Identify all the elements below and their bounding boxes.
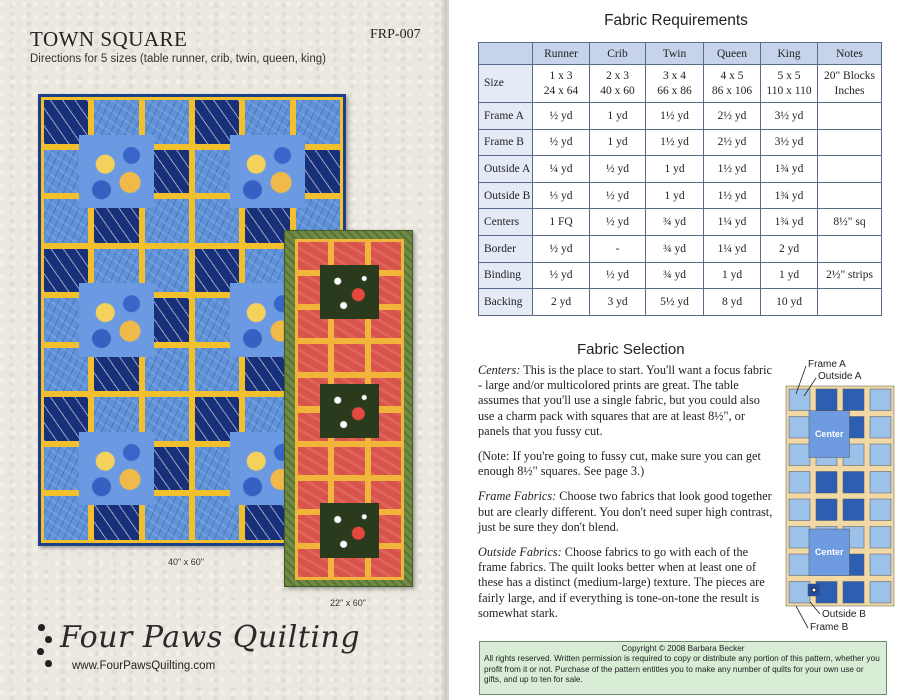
column-header: Queen xyxy=(704,43,761,65)
copyright-box xyxy=(479,641,887,695)
column-header: Notes xyxy=(818,43,882,65)
table-cell: ⅓ yd xyxy=(533,182,590,209)
table-cell: 4 x 5 86 x 106 xyxy=(704,65,761,103)
row-label: Binding xyxy=(479,262,533,289)
center-label: Center xyxy=(814,428,844,439)
center-label: Center xyxy=(814,547,844,558)
cover-page xyxy=(0,0,447,700)
table-cell xyxy=(818,182,882,209)
table-cell: - xyxy=(590,235,646,262)
table-cell: 1 yd xyxy=(646,182,704,209)
table-row xyxy=(479,182,882,209)
instructions-page xyxy=(452,0,900,700)
table-cell: 1½ yd xyxy=(704,156,761,183)
table-cell: 10 yd xyxy=(761,289,818,316)
table-cell: 1 yd xyxy=(646,156,704,183)
table-cell: 1¾ yd xyxy=(761,209,818,236)
table-cell: ¼ yd xyxy=(533,156,590,183)
runner-center-block xyxy=(320,265,378,320)
table-cell: ½ yd xyxy=(590,156,646,183)
quilt-center-block xyxy=(230,135,305,208)
table-cell: ¾ yd xyxy=(646,235,704,262)
table-row xyxy=(479,289,882,316)
quilt-center-block xyxy=(79,432,154,505)
runner-center-block xyxy=(320,503,378,558)
table-cell: 1¾ yd xyxy=(761,182,818,209)
column-header: Twin xyxy=(646,43,704,65)
diagram-patch xyxy=(789,554,810,576)
table-cell: 1 x 3 24 x 64 xyxy=(533,65,590,103)
table-cell: ¾ yd xyxy=(646,209,704,236)
table-cell: 1½ yd xyxy=(646,103,704,130)
frame-b-pointer xyxy=(796,606,808,628)
row-label: Outside A xyxy=(479,156,533,183)
table-cell: 2½" strips xyxy=(818,262,882,289)
brand-url: www.FourPawsQuilting.com xyxy=(72,660,216,672)
table-cell: 8 yd xyxy=(704,289,761,316)
column-header: Crib xyxy=(590,43,646,65)
diagram-patch xyxy=(816,499,837,521)
table-cell: ½ yd xyxy=(590,262,646,289)
table-cell: 1½ yd xyxy=(646,129,704,156)
big-quilt-size: 40" x 60" xyxy=(168,557,204,567)
outside-paragraph: Outside Fabrics: Choose fabrics to go with each of the frame fabrics. The quilt looks better when at least one of these has a distinct (medium-large) texture. The pieces are fairly large, and if everything is tone-on-tone the result is somewhat stark. xyxy=(478,545,765,620)
copyright-line: Copyright © 2008 Barbara Becker xyxy=(621,644,745,653)
selection-text xyxy=(478,363,778,631)
table-cell xyxy=(818,156,882,183)
row-label: Centers xyxy=(479,209,533,236)
table-cell xyxy=(818,289,882,316)
diagram-patch xyxy=(816,389,837,411)
table-cell: 1 yd xyxy=(590,129,646,156)
table-cell: ¾ yd xyxy=(646,262,704,289)
table-row xyxy=(479,209,882,236)
diagram-patch xyxy=(870,389,891,411)
table-cell: 5 x 5 110 x 110 xyxy=(761,65,818,103)
table-cell: 2½ yd xyxy=(704,103,761,130)
table-cell: 1¼ yd xyxy=(704,209,761,236)
row-label: Frame B xyxy=(479,129,533,156)
row-label: Outside B xyxy=(479,182,533,209)
quilt-center-block xyxy=(79,135,154,208)
table-cell xyxy=(818,103,882,130)
diagram-patch xyxy=(870,582,891,604)
table-cell: 3 x 4 66 x 86 xyxy=(646,65,704,103)
table-cell: 2 x 3 40 x 60 xyxy=(590,65,646,103)
block-diagram xyxy=(782,358,900,640)
table-cell xyxy=(818,129,882,156)
column-header xyxy=(479,43,533,65)
runner-patch xyxy=(298,447,328,475)
diagram-patch xyxy=(789,499,810,521)
block-diagram-svg xyxy=(782,358,900,640)
diagram-patch xyxy=(789,527,810,549)
table-cell: 2 yd xyxy=(533,289,590,316)
table-cell: ½ yd xyxy=(533,103,590,130)
table-cell: 2½ yd xyxy=(704,129,761,156)
frame-a-label: Frame A xyxy=(808,359,846,370)
row-label: Border xyxy=(479,235,533,262)
table-cell: 5½ yd xyxy=(646,289,704,316)
diagram-patch xyxy=(843,389,864,411)
outside-a-label: Outside A xyxy=(818,371,862,382)
frame-paragraph: Frame Fabrics: Choose two fabrics that look good together but are clearly different. You don't need super high contrast, just be sure they don't blend. xyxy=(478,489,773,534)
table-cell: 2 yd xyxy=(761,235,818,262)
column-header: Runner xyxy=(533,43,590,65)
table-cell xyxy=(818,235,882,262)
table-cell: 1 yd xyxy=(761,262,818,289)
diagram-patch xyxy=(843,472,864,494)
frame-b-label: Frame B xyxy=(810,622,849,633)
table-cell: 3½ yd xyxy=(761,103,818,130)
selection-title: Fabric Selection xyxy=(577,341,685,358)
runner-patch xyxy=(298,344,328,372)
diagram-patch xyxy=(870,417,891,439)
outside-b-label: Outside B xyxy=(822,609,866,620)
row-label: Size xyxy=(479,65,533,103)
runner-size: 22" x 60" xyxy=(330,598,366,608)
table-cell: 3 yd xyxy=(590,289,646,316)
table-row xyxy=(479,262,882,289)
column-header: King xyxy=(761,43,818,65)
runner-center-block xyxy=(320,384,378,439)
table-row xyxy=(479,129,882,156)
table-cell: 20" Blocks Inches xyxy=(818,65,882,103)
table-row xyxy=(479,103,882,130)
runner-patch xyxy=(371,447,401,475)
table-cell: 1 yd xyxy=(590,103,646,130)
table-row xyxy=(479,65,882,103)
table-cell: 1½ yd xyxy=(704,182,761,209)
diagram-patch xyxy=(789,444,810,466)
runner-patch xyxy=(371,344,401,372)
table-cell: ½ yd xyxy=(590,209,646,236)
diagram-patch xyxy=(870,499,891,521)
row-label: Frame A xyxy=(479,103,533,130)
table-cell: 3½ yd xyxy=(761,129,818,156)
table-cell: 1¾ yd xyxy=(761,156,818,183)
centers-paragraph: Centers: This is the place to start. You'll want a focus fabric - large and/or multicolored prints are great. The table assumes that you'll use a single fabric, but you could also use a charm pack with squares that are at least 8½", or panels that you fussy cut. xyxy=(478,363,772,438)
row-label: Backing xyxy=(479,289,533,316)
quilt-center-block xyxy=(79,283,154,356)
pattern-code: FRP-007 xyxy=(370,27,421,42)
table-row xyxy=(479,156,882,183)
table-cell: ½ yd xyxy=(533,129,590,156)
diagram-patch xyxy=(870,444,891,466)
paw-print-icon xyxy=(36,622,54,668)
diagram-patch xyxy=(870,554,891,576)
diagram-patch xyxy=(843,582,864,604)
runner-quilt-image xyxy=(284,230,413,587)
table-cell: 1 yd xyxy=(704,262,761,289)
table-cell: 8½" sq xyxy=(818,209,882,236)
requirements-title: Fabric Requirements xyxy=(604,12,748,29)
table-header-row xyxy=(479,43,882,65)
diagram-patch xyxy=(789,417,810,439)
pattern-title: TOWN SQUARE xyxy=(30,27,188,51)
table-cell: 1¼ yd xyxy=(704,235,761,262)
fabric-requirements-table xyxy=(478,42,882,316)
table-cell: ½ yd xyxy=(533,235,590,262)
table-cell: ½ yd xyxy=(533,262,590,289)
diagram-patch xyxy=(789,472,810,494)
diagram-patch xyxy=(789,582,810,604)
runner-patch xyxy=(334,447,364,475)
pattern-subtitle: Directions for 5 sizes (table runner, crib, twin, queen, king) xyxy=(30,53,326,65)
table-cell: ½ yd xyxy=(590,182,646,209)
note-paragraph: (Note: If you're going to fussy cut, make sure you can get enough 8½" squares. See page 3.) xyxy=(478,449,761,479)
diagram-patch xyxy=(816,472,837,494)
diagram-patch xyxy=(870,527,891,549)
runner-patch xyxy=(334,344,364,372)
outside-b-marker xyxy=(812,588,816,592)
diagram-patch xyxy=(870,472,891,494)
table-row xyxy=(479,235,882,262)
brand-logo-text: Four Paws Quilting xyxy=(60,620,361,655)
table-cell: 1 FQ xyxy=(533,209,590,236)
copyright-notice: All rights reserved. Written permission is required to copy or distribute any portion of this pattern, whether you profit from it or not. Purchase of the pattern entitles you to make any number of quilts for your own use or gifts, and up to ten for sale. xyxy=(484,654,880,684)
diagram-patch xyxy=(843,499,864,521)
